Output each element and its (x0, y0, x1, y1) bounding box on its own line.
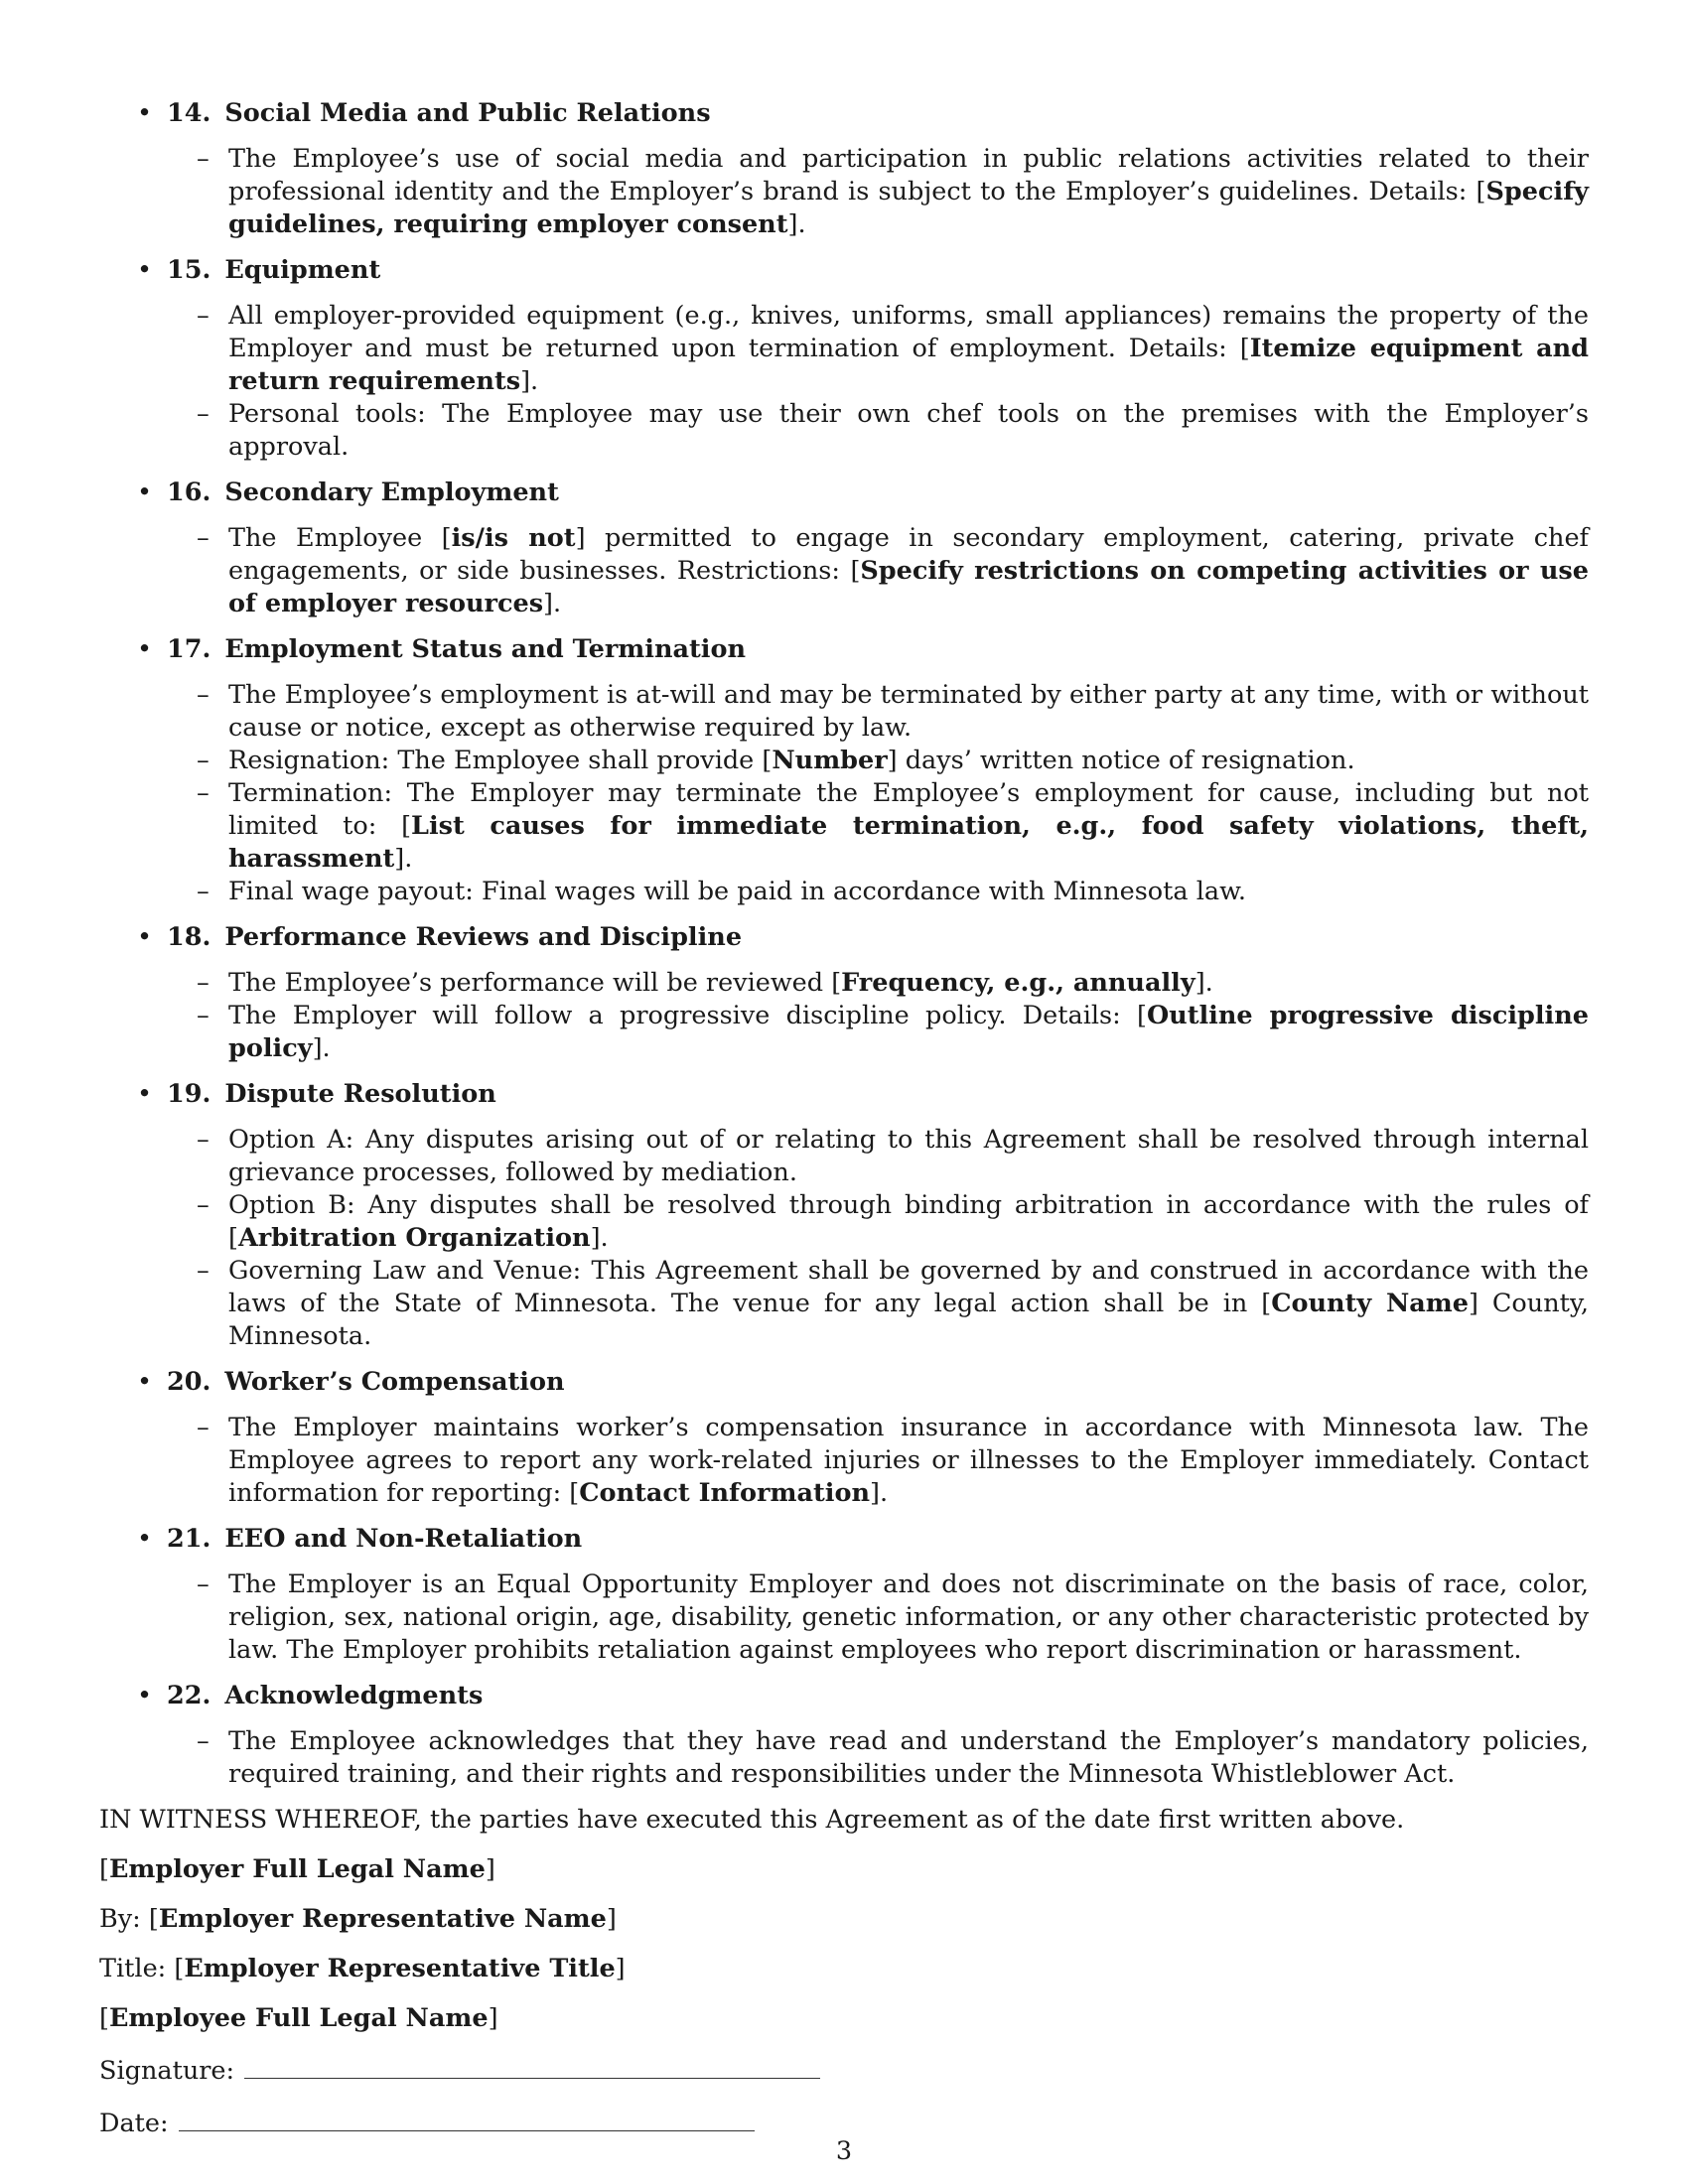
section-heading (99, 1680, 1589, 1712)
document-page (99, 97, 1589, 2157)
placeholder-text: Frequency, e.g., annually (841, 968, 1196, 998)
date-field[interactable] (179, 2105, 755, 2131)
bullet-icon: • (137, 1079, 153, 1109)
list-item (99, 1412, 1589, 1510)
item-text: ]. (870, 1478, 889, 1508)
placeholder-text: Contact Information (579, 1478, 870, 1508)
dash-icon: – (197, 399, 210, 429)
section-items (99, 1725, 1589, 1791)
item-text: ] permitted to engage in secondary employment, catering, private chef engagements, or side businesses. Restrictions: [ (228, 523, 1589, 586)
list-item (99, 522, 1589, 620)
placeholder-text: Outline progressive discipline policy (228, 1001, 1589, 1063)
placeholder-text: Specify restrictions on competing activities or use of employer resources (228, 556, 1589, 618)
bullet-icon: • (137, 1524, 153, 1554)
section-number: 17. (167, 634, 211, 664)
employee-name-line: [Employee Full Legal Name] (99, 2003, 498, 2033)
item-text: Resignation: The Employee shall provide [ (228, 746, 773, 775)
section-number: 18. (167, 922, 211, 952)
section-items (99, 967, 1589, 1065)
list-item (99, 777, 1589, 876)
section-18 (99, 921, 1589, 1065)
section-heading (99, 1366, 1589, 1399)
section-title: Worker’s Compensation (224, 1367, 565, 1397)
section-title: Equipment (224, 255, 381, 285)
section-22 (99, 1680, 1589, 1791)
item-text: Option A: Any disputes arising out of or relating to this Agreement shall be resolved through internal grievance processes, followed by mediation. (228, 1125, 1589, 1187)
signature-line (99, 2052, 1589, 2088)
dash-icon: – (197, 1125, 210, 1155)
bullet-icon: • (137, 255, 153, 285)
item-text: All employer-provided equipment (e.g., knives, uniforms, small appliances) remains the property of the Employer and must be returned upon termination of employment. Details: [ (228, 301, 1589, 363)
section-number: 19. (167, 1079, 211, 1109)
employee-name-placeholder: Employee Full Legal Name (108, 2003, 489, 2033)
item-text: Termination: The Employer may terminate the Employee’s employment for cause, including but not limited to: [ (228, 778, 1589, 841)
dash-icon: – (197, 1190, 210, 1220)
placeholder-text: County Name (1271, 1289, 1469, 1318)
item-text: Option B: Any disputes shall be resolved through binding arbitration in accordance with the rules of [ (228, 1190, 1589, 1253)
bullet-icon: • (137, 1681, 153, 1710)
placeholder-text: Itemize equipment and return requirements (228, 334, 1589, 396)
item-text: The Employee’s use of social media and participation in public relations activities related to their professional identity and the Employer’s brand is subject to the Employer’s guidelines. Details: [ (228, 144, 1589, 206)
title-label: Title: (99, 1954, 167, 1983)
item-text: The Employee acknowledges that they have read and understand the Employer’s mandatory policies, required training, and their rights and responsibilities under the Minnesota Whistleblower Act. (228, 1726, 1589, 1789)
dash-icon: – (197, 778, 210, 808)
list-item (99, 300, 1589, 398)
section-number: 22. (167, 1681, 211, 1710)
item-text: The Employer will follow a progressive discipline policy. Details: [ (228, 1001, 1147, 1030)
item-text: Final wage payout: Final wages will be paid in accordance with Minnesota law. (228, 877, 1246, 906)
section-title: EEO and Non-Retaliation (224, 1524, 583, 1554)
list-item (99, 1725, 1589, 1791)
list-item (99, 1000, 1589, 1065)
employer-name-placeholder: Employer Full Legal Name (108, 1854, 486, 1884)
item-text: ] County, Minnesota. (228, 1289, 1589, 1351)
dash-icon: – (197, 1570, 210, 1599)
section-number: 15. (167, 255, 211, 285)
section-heading (99, 633, 1589, 666)
representative-title-placeholder: Employer Representative Title (184, 1954, 616, 1983)
section-heading (99, 921, 1589, 954)
section-title: Employment Status and Termination (224, 634, 747, 664)
dash-icon: – (197, 877, 210, 906)
section-items (99, 1569, 1589, 1667)
dash-icon: – (197, 680, 210, 710)
by-line: By: [Employer Representative Name] (99, 1904, 617, 1934)
item-text: The Employer maintains worker’s compensation insurance in accordance with Minnesota law. The Employee agrees to report any work-related injuries or illnesses to the Employer immediately. Contact information for reporting: [ (228, 1413, 1589, 1508)
item-text: The Employee’s performance will be reviewed [ (228, 968, 842, 998)
section-title: Dispute Resolution (224, 1079, 496, 1109)
item-text: Personal tools: The Employee may use their own chef tools on the premises with the Employer’s approval. (228, 399, 1589, 462)
placeholder-text: Number (772, 746, 888, 775)
section-number: 21. (167, 1524, 211, 1554)
list-item (99, 1255, 1589, 1353)
item-text: The Employee’s employment is at-will and may be terminated by either party at any time, with or without cause or notice, except as otherwise required by law. (228, 680, 1589, 743)
section-items (99, 1124, 1589, 1353)
item-text: The Employee [ (228, 523, 452, 553)
section-16 (99, 477, 1589, 620)
section-title: Acknowledgments (224, 1681, 484, 1710)
by-label: By: (99, 1904, 141, 1934)
dash-icon: – (197, 746, 210, 775)
page-number: 3 (835, 2136, 853, 2166)
list-item (99, 679, 1589, 745)
item-text: ]. (520, 366, 539, 396)
list-item (99, 1124, 1589, 1189)
date-label: Date: (99, 2109, 169, 2138)
section-heading (99, 254, 1589, 287)
section-heading (99, 1078, 1589, 1111)
section-title: Performance Reviews and Discipline (224, 922, 743, 952)
list-item (99, 967, 1589, 1000)
title-line: Title: [Employer Representative Title] (99, 1954, 626, 1983)
section-15 (99, 254, 1589, 464)
dash-icon: – (197, 1413, 210, 1442)
dash-icon: – (197, 968, 210, 998)
signature-label: Signature: (99, 2056, 235, 2086)
list-item (99, 143, 1589, 241)
section-items (99, 143, 1589, 241)
section-title: Secondary Employment (224, 478, 559, 507)
item-text: Governing Law and Venue: This Agreement shall be governed by and construed in accordance with the laws of the State of Minnesota. The venue for any legal action shall be in [ (228, 1256, 1589, 1318)
item-text: ]. (1195, 968, 1213, 998)
bullet-icon: • (137, 478, 153, 507)
item-text: ]. (787, 209, 806, 239)
employer-name-line: [Employer Full Legal Name] (99, 1854, 495, 1884)
representative-name-placeholder: Employer Representative Name (158, 1904, 607, 1934)
placeholder-text: List causes for immediate termination, e.g., food safety violations, theft, harassment (228, 811, 1589, 874)
bullet-icon: • (137, 922, 153, 952)
section-19 (99, 1078, 1589, 1353)
section-21 (99, 1523, 1589, 1667)
section-number: 20. (167, 1367, 211, 1397)
section-title: Social Media and Public Relations (224, 98, 711, 128)
dash-icon: – (197, 1256, 210, 1286)
witness-statement: IN WITNESS WHEREOF, the parties have executed this Agreement as of the date first written above. (99, 1805, 1405, 1835)
signature-field[interactable] (244, 2052, 820, 2079)
item-text: ]. (543, 589, 562, 618)
list-item (99, 745, 1589, 777)
section-heading (99, 1523, 1589, 1556)
list-item (99, 398, 1589, 464)
placeholder-text: Arbitration Organization (237, 1223, 591, 1253)
dash-icon: – (197, 1001, 210, 1030)
section-17 (99, 633, 1589, 908)
section-items (99, 1412, 1589, 1510)
sections-container (99, 97, 1589, 1791)
section-number: 14. (167, 98, 211, 128)
bullet-icon: • (137, 98, 153, 128)
placeholder-text: Specify guidelines, requiring employer consent (228, 177, 1589, 239)
section-14 (99, 97, 1589, 241)
dash-icon: – (197, 1726, 210, 1756)
signature-block (99, 1804, 1589, 2140)
list-item (99, 876, 1589, 908)
section-heading (99, 97, 1589, 130)
list-item (99, 1189, 1589, 1255)
placeholder-text: is/is not (451, 523, 576, 553)
section-heading (99, 477, 1589, 509)
date-line (99, 2105, 1589, 2140)
section-items (99, 300, 1589, 464)
dash-icon: – (197, 144, 210, 174)
item-text: ] days’ written notice of resignation. (887, 746, 1355, 775)
section-20 (99, 1366, 1589, 1510)
bullet-icon: • (137, 634, 153, 664)
section-items (99, 679, 1589, 908)
section-items (99, 522, 1589, 620)
section-number: 16. (167, 478, 211, 507)
item-text: ]. (394, 844, 413, 874)
item-text: ]. (590, 1223, 609, 1253)
item-text: ]. (312, 1033, 331, 1063)
dash-icon: – (197, 301, 210, 331)
list-item (99, 1569, 1589, 1667)
dash-icon: – (197, 523, 210, 553)
item-text: The Employer is an Equal Opportunity Employer and does not discriminate on the basis of race, color, religion, sex, national origin, age, disability, genetic information, or any other characteristic protected by law. The Employer prohibits retaliation against employees who report discrimination or harassment. (228, 1570, 1589, 1665)
bullet-icon: • (137, 1367, 153, 1397)
